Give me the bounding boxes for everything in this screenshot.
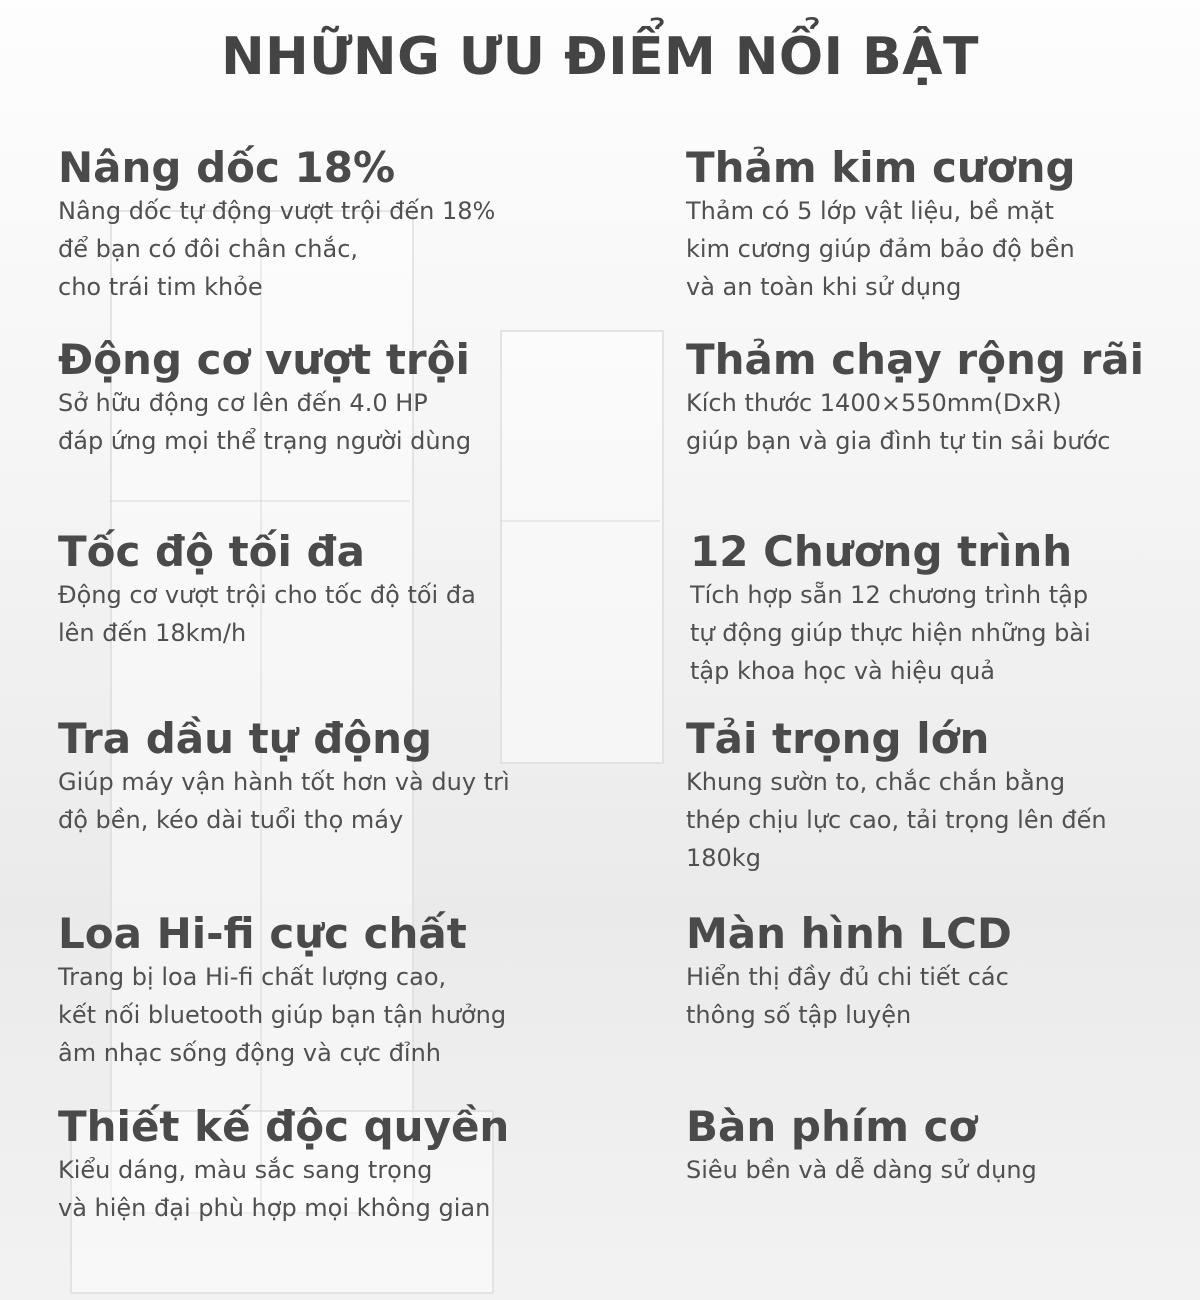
- feature-description-line: Trang bị loa Hi-fi chất lượng cao,: [58, 963, 447, 992]
- feature-12-programs: [690, 528, 1200, 690]
- feature-max-speed: [58, 528, 578, 652]
- feature-heading: Tra dầu tự động: [58, 714, 433, 763]
- feature-description-line: Siêu bền và dễ dàng sử dụng: [686, 1156, 1037, 1185]
- feature-hifi-speaker: [58, 910, 578, 1072]
- feature-heading: Thiết kế độc quyền: [58, 1102, 510, 1151]
- feature-diamond-belt: [686, 144, 1200, 306]
- feature-heading: Nâng dốc 18%: [58, 143, 396, 192]
- feature-auto-oil: [58, 715, 578, 839]
- feature-description-line: và hiện đại phù hợp mọi không gian: [58, 1194, 491, 1223]
- feature-heading: Loa Hi-fi cực chất: [58, 909, 467, 958]
- feature-description-line: Động cơ vượt trội cho tốc độ tối đa: [58, 581, 476, 610]
- feature-description-line: Hiển thị đầy đủ chi tiết các: [686, 963, 1009, 992]
- feature-description-line: Sở hữu động cơ lên đến 4.0 HP: [58, 389, 428, 418]
- feature-description-line: tự động giúp thực hiện những bài: [690, 619, 1091, 648]
- background-frame-line: [110, 500, 410, 502]
- feature-heading: Động cơ vượt trội: [58, 335, 470, 384]
- feature-description-line: giúp bạn và gia đình tự tin sải bước: [686, 427, 1111, 456]
- feature-heading: Thảm kim cương: [686, 143, 1076, 192]
- feature-heading: 12 Chương trình: [690, 527, 1073, 576]
- feature-description-line: độ bền, kéo dài tuổi thọ máy: [58, 806, 404, 835]
- feature-description-line: Kiểu dáng, màu sắc sang trọng: [58, 1156, 433, 1185]
- feature-mechanical-keypad: [686, 1103, 1200, 1189]
- feature-lcd-screen: [686, 910, 1200, 1034]
- feature-description-line: Khung sườn to, chắc chắn bằng: [686, 768, 1066, 797]
- page-title: NHỮNG ƯU ĐIỂM NỔI BẬT: [221, 27, 979, 87]
- feature-description-line: 180kg: [686, 844, 761, 873]
- feature-description-line: đáp ứng mọi thể trạng người dùng: [58, 427, 472, 456]
- feature-description-line: thông số tập luyện: [686, 1001, 912, 1030]
- feature-description-line: Tích hợp sẵn 12 chương trình tập: [690, 581, 1089, 610]
- feature-description-line: Kích thước 1400×550mm(DxR): [686, 389, 1062, 418]
- feature-description-line: và an toàn khi sử dụng: [686, 273, 962, 302]
- background-frame-line: [500, 520, 660, 522]
- feature-heading: Thảm chạy rộng rãi: [686, 335, 1145, 384]
- feature-description-line: kim cương giúp đảm bảo độ bền: [686, 235, 1075, 264]
- feature-slope: [58, 144, 578, 306]
- feature-description-line: lên đến 18km/h: [58, 619, 247, 648]
- feature-description-line: để bạn có đôi chân chắc,: [58, 235, 359, 264]
- feature-description-line: Nâng dốc tự động vượt trội đến 18%: [58, 197, 496, 226]
- feature-heading: Tải trọng lớn: [686, 714, 990, 763]
- feature-description-line: tập khoa học và hiệu quả: [690, 657, 996, 686]
- feature-description-line: Thảm có 5 lớp vật liệu, bề mặt: [686, 197, 1054, 226]
- feature-description-line: kết nối bluetooth giúp bạn tận hưởng: [58, 1001, 507, 1030]
- feature-description-line: cho trái tim khỏe: [58, 273, 263, 302]
- feature-heading: Bàn phím cơ: [686, 1102, 978, 1151]
- feature-wide-belt: [686, 336, 1200, 460]
- feature-exclusive-design: [58, 1103, 578, 1227]
- feature-heading: Màn hình LCD: [686, 909, 1012, 958]
- feature-motor: [58, 336, 578, 460]
- feature-description-line: âm nhạc sống động và cực đỉnh: [58, 1039, 442, 1068]
- feature-heading: Tốc độ tối đa: [58, 527, 365, 576]
- feature-high-load: [686, 715, 1200, 877]
- feature-description-line: Giúp máy vận hành tốt hơn và duy trì: [58, 768, 510, 797]
- feature-description-line: thép chịu lực cao, tải trọng lên đến: [686, 806, 1107, 835]
